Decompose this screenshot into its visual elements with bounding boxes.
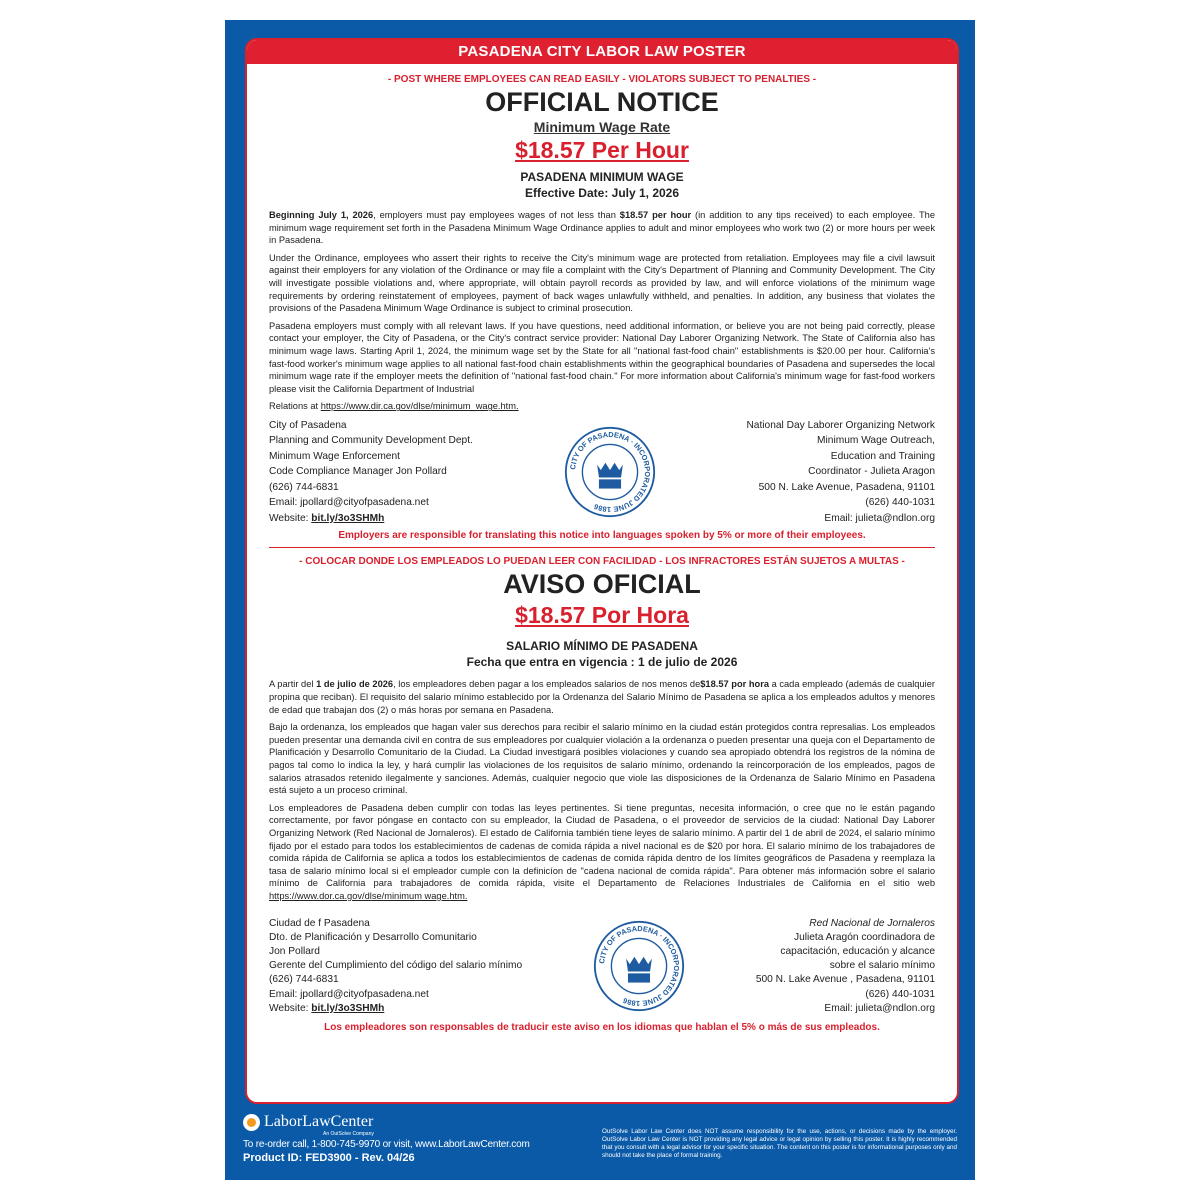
contact-phone: (626) 440-1031 xyxy=(865,988,935,1000)
contact-line: Code Compliance Manager Jon Pollard xyxy=(269,466,447,478)
dir-link[interactable]: https://www.dir.ca.gov/dlse/minimum_wage.htm. xyxy=(320,401,519,412)
wage-rate-es: $18.57 Por Hora xyxy=(515,602,689,629)
official-notice-title: OFFICIAL NOTICE xyxy=(485,87,719,117)
text: Los empleadores de Pasadena deben cumplir con todas las leyes pertinentes. Si tiene preguntas, necesita información, o cree que no le están pagando correctamente, por favor póngase en contacto con su empleador, la Ciudad de Pasadena, o el proveedor de servicios de la ciudad: National Day Laborer Organizing Network (Red Nacional de Jornaleros). El estado de California también tiene leyes de salario mínimo. A partir del 1 de abril de 2024, el salario mínimo fijado por el estado para todos los establecimientos de cadenas de comida rápida a nivel nacional es de $20 por hora. El salario mínimo de los trabajadores de comida rápida de California se aplica a todos los establecimientos de cadenas de comida rápida dentro de los límites geográficos de Pasadena y reemplaza la tasa de salario mínimo local si el empleador cumple con la definicíon de "cadena nacional de comida rápida". Para obtener más información sobre el salario mínimo de California para trabajadores de comida rápida, visite el Departamento de Relaciones Industriales de California en el sitio web xyxy=(269,802,935,889)
contact-line: sobre el salario mínimo xyxy=(829,960,935,972)
spanish-body xyxy=(247,678,957,902)
section-divider xyxy=(269,547,935,548)
contact-phone: (626) 744-6831 xyxy=(269,481,339,493)
translation-notice: Employers are responsible for translating this notice into languages spoken by 5% or more of their employees. xyxy=(338,530,866,542)
contact-email: Email: jpollard@cityofpasadena.net xyxy=(269,988,429,1000)
wage-heading-es: SALARIO MÍNIMO DE PASADENA xyxy=(506,639,698,654)
footer-left xyxy=(243,1113,588,1165)
effective-date-es: Fecha que entra en vigencia : 1 de julio de 2026 xyxy=(466,655,738,670)
paragraph-1-es xyxy=(269,678,935,716)
paragraph-4 xyxy=(269,400,935,413)
product-id: Product ID: FED3900 - Rev. 04/26 xyxy=(243,1152,415,1164)
contact-email: Email: jpollard@cityofpasadena.net xyxy=(269,497,429,509)
english-contacts xyxy=(247,418,957,527)
city-seal-icon xyxy=(593,920,685,1012)
contact-email: Email: julieta@ndlon.org xyxy=(824,512,935,524)
wage-heading: PASADENA MINIMUM WAGE xyxy=(520,170,684,184)
spanish-contacts xyxy=(247,917,957,1016)
paragraph-3-es xyxy=(269,802,935,903)
contact-line: Jon Pollard xyxy=(269,945,320,957)
contact-line: Julieta Aragón coordinadora de xyxy=(793,931,935,943)
bold-rate: $18.57 por hora xyxy=(700,679,769,690)
brand-name: LaborLawCenter xyxy=(264,1113,374,1130)
poster-card xyxy=(245,38,959,1104)
paragraph-2: Under the Ordinance, employees who assert their rights to receive the City's minimum wage are protected from retaliation. Employees may file a civil lawsuit against their employers for any violation of the Ordinance or may file a complaint with the City's Department of Planning and Community Development. The City will investigate possible violations and, where appropriate, will obtain payroll records as provided by law, and will enforce violations of the minimum wage requirements by ordering reinstatement of employees, payment of back wages unlawfully withheld, and penalties. In addition, any business that violates the provisions of the Pasadena Minimum Wage Ordinance is subject to criminal prosecution. xyxy=(269,252,935,314)
city-seal-icon xyxy=(564,426,656,518)
ndlon-contact-es xyxy=(756,917,935,1016)
contact-line: Minimum Wage Enforcement xyxy=(269,450,400,462)
logo-icon xyxy=(243,1114,260,1131)
bold-rate: $18.57 per hour xyxy=(619,210,692,220)
posting-warning: - POST WHERE EMPLOYEES CAN READ EASILY - VIOLATORS SUBJECT TO PENALTIES - xyxy=(387,74,817,85)
effective-date: Effective Date: July 1, 2026 xyxy=(524,186,680,200)
paragraph-3: Pasadena employers must comply with all relevant laws. If you have questions, need additional information, or believe you are not being paid correctly, please contact your employer, the City of Pasadena, or the City's contract service provider: National Day Laborer Organizing Network. The State of California also has minimum wage laws. Starting April 1, 2024, the minimum wage set by the State for all "national fast-food chain" establishments is $20.00 per hour. California's fast-food worker's minimum wage applies to all national fast-food chain establishments within the geographical boundaries of Pasadena and supersedes the local minimum wage rate if the employer meets the definition of "national fast-food chain." For more information about California's minimum wage for fast-food workers please visit the California Department of Industrial xyxy=(269,320,935,394)
translation-notice-es: Los empleadores son responsables de traducir este aviso en los idiomas que hablan el 5% o más de sus empleados. xyxy=(324,1021,880,1033)
bold-date: 1 de julio de 2026 xyxy=(316,679,394,690)
contact-address: 500 N. Lake Avenue , Pasadena, 91101 xyxy=(755,974,935,986)
contact-phone: (626) 440-1031 xyxy=(865,497,935,509)
posting-warning-es: - COLOCAR DONDE LOS EMPLEADOS LO PUEDAN LEER CON FACILIDAD - LOS INFRACTORES ESTÁN SUJETOS A MULTAS - xyxy=(299,556,905,568)
ndlon-contact xyxy=(746,418,935,527)
website-link[interactable]: bit.ly/3o3SHMh xyxy=(311,1002,385,1014)
website-label: Website: xyxy=(269,512,312,524)
website-label: Website: xyxy=(269,1002,312,1014)
contact-line: Coordinator - Julieta Aragon xyxy=(808,466,935,478)
aviso-oficial-title: AVISO OFICIAL xyxy=(503,569,701,600)
laborlawcenter-logo xyxy=(243,1113,588,1131)
contact-line: Planning and Community Development Dept. xyxy=(269,435,473,447)
text: (in addition to any tips received) to each employee. The minimum wage requirement set forth in the Pasadena Minimum Wage Ordinance applies to adult and minor employees who work two (2) or more hours per week in Pasadena. xyxy=(269,210,936,246)
svg-text:CITY OF PASADENA · INCORPORATE: CITY OF PASADENA · INCORPORATED JUNE 1886 xyxy=(567,430,652,515)
bold-date: Beginning July 1, 2026 xyxy=(269,210,374,220)
svg-text:CITY OF PASADENA · INCORPORATE: CITY OF PASADENA · INCORPORATED JUNE 1886 xyxy=(597,924,682,1009)
contact-line: National Day Laborer Organizing Network xyxy=(746,419,935,431)
contact-website xyxy=(269,1002,522,1016)
org-name: Red Nacional de Jornaleros xyxy=(809,917,935,929)
text: , employers must pay employees wages of not less than xyxy=(373,210,620,220)
dir-link-es[interactable]: https://www.dor.ca.gov/dlse/minimum wage.htm. xyxy=(269,890,468,901)
paragraph-2-es: Bajo la ordenanza, los empleados que hagan valer sus derechos para recibir el salario mínimo en la ciudad están protegidos contra represalias. Los empleados pueden presentar una demanda civil en contra de sus empleadores por cualquier violación a la ordenanza o pueden presentar una queja con el Departamento de Planificación y Desarrollo Comunitario de la Ciudad. La Ciudad investigará posibles violaciones y cuando sea apropiado obtendrá los registros de la nómina de pagos tal como lo indica la ley, y hará cumplir las violaciones de los requisitos de salario mínimo, ordenando la reincorporación de los empleados, pagos de salarios atrasados retenido ilegalmente y sanciones. Además, cualquier negocio que viole las disposiciones de la Ordenanza de Salario Mínimo en Pasadena está sujeto a un proceso criminal. xyxy=(269,722,935,796)
text: a cada empleado (además de cualquier propina que reciban). El requisito del salario mínimo establecido por la Ordenanza del Salario Mínimo de Pasadena se aplica a los empleados adultos y menores de edad que trabajan dos (2) o más horas por semana en Pasadena. xyxy=(269,679,935,715)
city-contact xyxy=(269,418,473,527)
contact-website xyxy=(269,511,473,527)
contact-line: City of Pasadena xyxy=(269,419,347,431)
poster-header: PASADENA CITY LABOR LAW POSTER xyxy=(247,40,957,64)
english-body xyxy=(247,209,957,413)
contact-line: Minimum Wage Outreach, xyxy=(817,435,935,447)
contact-line: Ciudad de f Pasadena xyxy=(269,917,370,929)
contact-line: Dto. de Planificación y Desarrollo Comunitario xyxy=(269,931,477,943)
text: Relations at xyxy=(269,401,321,412)
contact-line: Education and Training xyxy=(830,450,935,462)
text: A partir del xyxy=(269,679,317,690)
reorder-info: To re-order call, 1-800-745-9970 or visit, www.LaborLawCenter.com xyxy=(243,1139,530,1150)
contact-email: Email: julieta@ndlon.org xyxy=(824,1002,935,1014)
text: , los empleadores deben pagar a los empleados salarios de nos menos de xyxy=(393,679,701,690)
contact-line: capacitación, educación y alcance xyxy=(780,945,935,957)
website-link[interactable]: bit.ly/3o3SHMh xyxy=(311,512,385,524)
tagline: An OutSolve Company xyxy=(323,1131,374,1137)
city-contact-es xyxy=(269,917,522,1016)
contact-phone: (626) 744-6831 xyxy=(269,974,339,986)
footer xyxy=(243,1113,957,1165)
contact-address: 500 N. Lake Avenue, Pasadena, 91101 xyxy=(758,481,935,493)
wage-rate: $18.57 Per Hour xyxy=(515,137,689,163)
contact-line: Gerente del Cumplimiento del código del salario mínimo xyxy=(269,960,523,972)
paragraph-1 xyxy=(269,209,935,247)
disclaimer: OutSolve Labor Law Center does NOT assume responsibility for the use, actions, or decisions made by the employer. OutSolve Labor Law Center is NOT providing any legal advice or legal opinion by selling this poster. It is highly recommended that you consult with a legal advisor for your specific situation. The content on this poster is for informational purposes only and should not take the place of formal training. xyxy=(602,1128,957,1159)
subtitle: Minimum Wage Rate xyxy=(533,119,671,135)
